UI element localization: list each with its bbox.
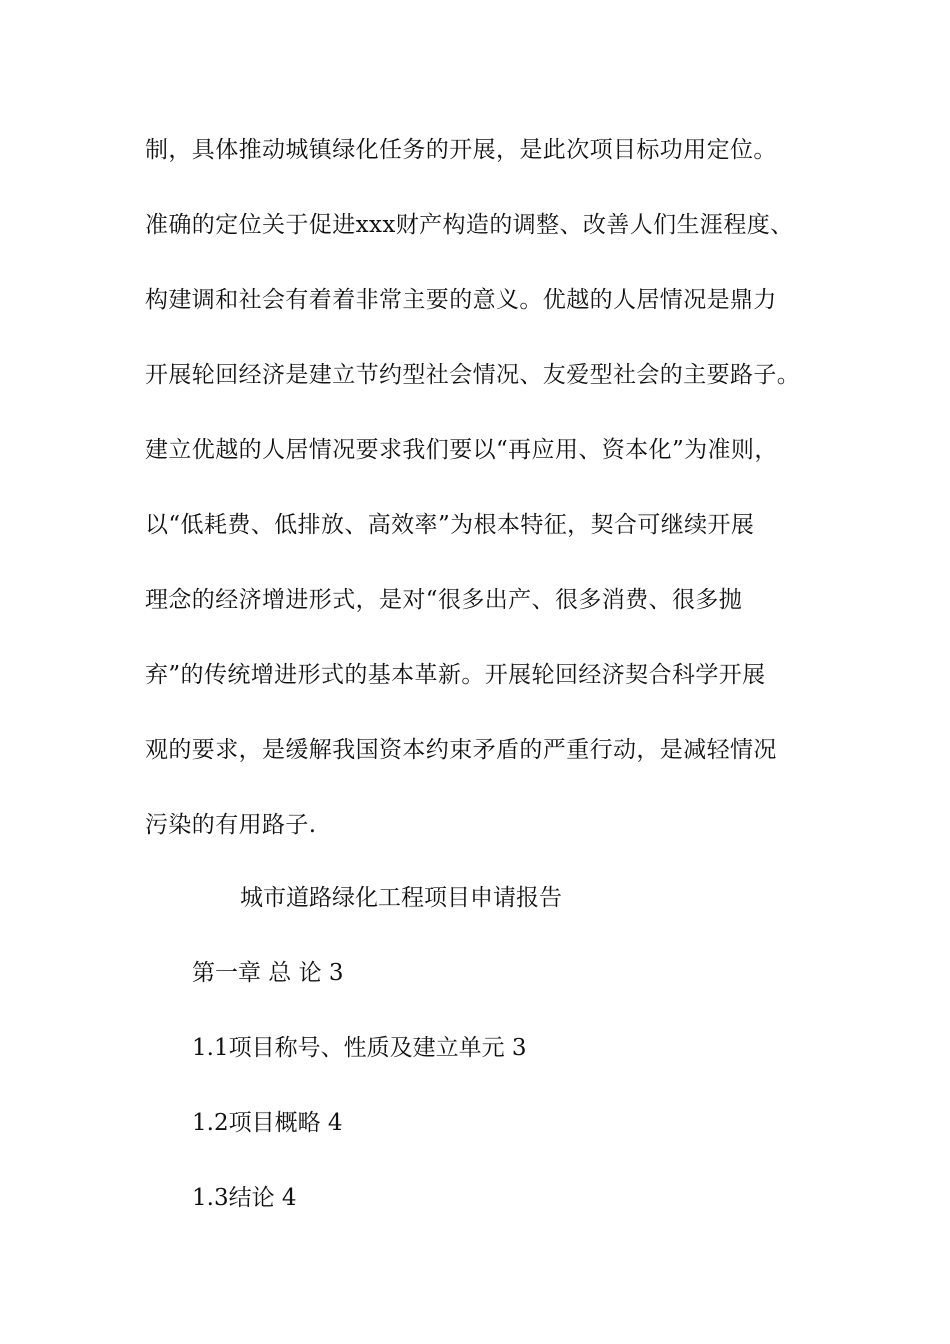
paragraph-line: 理念的经济增进形式，是对“很多出产、很多消费、很多抛	[145, 587, 743, 613]
paragraph-line: 准确的定位关于促进xxx财产构造的调整、改善人们生涯程度、	[145, 212, 794, 238]
paragraph-line: 建立优越的人居情况要求我们要以“再应用、资本化”为准则，	[145, 437, 778, 463]
toc-chapter-1: 第一章 总 论 3	[192, 960, 344, 986]
toc-item-1-3: 1.3结论 4	[192, 1185, 297, 1211]
toc-item-1-2: 1.2项目概略 4	[192, 1110, 343, 1136]
paragraph-line: 弃”的传统增进形式的基本革新。开展轮回经济契合科学开展	[145, 662, 766, 688]
paragraph-line: 观的要求，是缓解我国资本约束矛盾的严重行动，是减轻情况	[145, 737, 777, 763]
paragraph-line: 污染的有用路子.	[145, 812, 317, 838]
report-title: 城市道路绿化工程项目申请报告	[240, 885, 562, 911]
paragraph-line: 开展轮回经济是建立节约型社会情况、友爱型社会的主要路子。	[145, 362, 801, 388]
toc-item-1-1: 1.1项目称号、性质及建立单元 3	[192, 1035, 527, 1061]
paragraph-line: 以“低耗费、低排放、高效率”为根本特征，契合可继续开展	[145, 512, 755, 538]
paragraph-line: 制，具体推动城镇绿化任务的开展，是此次项目标功用定位。	[145, 137, 777, 163]
paragraph-line: 构建调和社会有着着非常主要的意义。优越的人居情况是鼎力	[145, 287, 777, 313]
